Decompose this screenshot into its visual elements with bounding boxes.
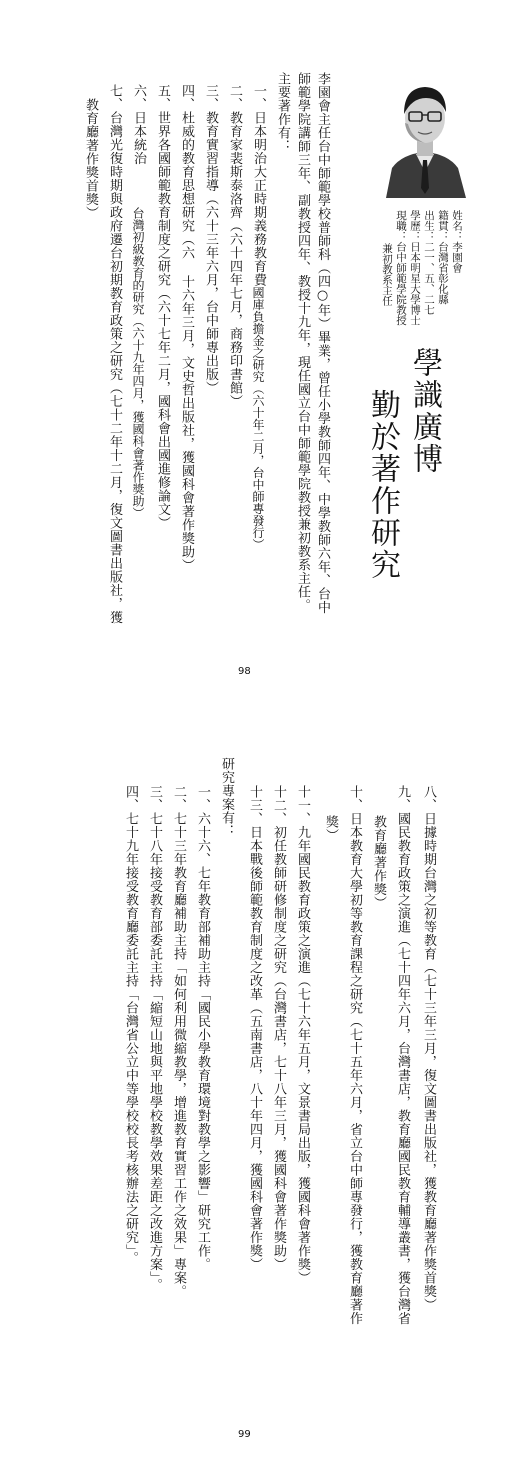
- page-number: 99: [238, 1429, 251, 1440]
- profile-info: [380, 210, 463, 326]
- work-11: 十一、九年國民教育政策之演進（七十六年五月，文景書局出版，獲國科會著作獎）: [295, 785, 310, 1285]
- author-portrait: [382, 68, 468, 198]
- intro-line-1: 李園會主任台中師範學校普師科（四○年）畢業，曾任小學教師四年、中學教師六年、台中: [315, 72, 330, 614]
- intro-line-2: 師範學院講師三年、副教授四年、教授十九年，現任國立台中師範學院教授兼初教系主任。: [295, 72, 310, 612]
- work-3: 三、教育實習指導（六十三年六月，台中師專出版）: [203, 84, 218, 395]
- work-8: 八、日據時期台灣之初等教育（七十三年三月，復文圖書出版社，獲教育廳著作獎首獎）: [421, 785, 436, 1312]
- work-9-cont: 教育廳著作獎）: [371, 815, 386, 910]
- work-5: 五、世界各國師範教育制度之研究（六十七年二月，國科會出國進修論文）: [155, 84, 170, 530]
- profile-education: 學歷：日本明星大學博士: [409, 210, 421, 326]
- title-line-1: 學識廣博: [407, 347, 442, 475]
- project-3: 三、七十八年接受教育部委託主持「縮短山地與平地學校教學效果差距之改進方案」。: [147, 785, 162, 1292]
- profile-position: 現職：台中師範學院教授: [395, 210, 407, 326]
- work-12: 十二、初任教師研修制度之研究（台灣書店，七十八年三月，獲國科會著作獎助）: [271, 785, 286, 1271]
- work-10-cont: 獎）: [323, 815, 338, 842]
- profile-origin: 籍貫：台灣省彰化縣: [437, 210, 449, 305]
- work-1-text: 一、日本明治大正時期義務教育費: [251, 84, 266, 287]
- profile-position-cont: 兼初教系主任: [381, 243, 393, 306]
- page-number: 98: [238, 666, 251, 677]
- project-1: 一、六十六、七年教育部補助主持「國民小學教育環境對教學之影響」研究工作。: [195, 785, 210, 1271]
- work-7: 七、台灣光復時期與政府遷台初期教育政策之研究（七十二年十二月，復文圖書出版社，獲: [107, 84, 122, 624]
- title-line-2: 勤於著作研究: [365, 389, 400, 581]
- work-6-small: 台灣初級教育的研究（六十九年四月，獲國科會著作獎助）: [131, 207, 145, 519]
- project-4: 四、七十九年接受教育廳委託主持「台灣省公立中等學校校長考核辦法之研究」。: [123, 785, 138, 1265]
- work-2: 二、教育家裴斯泰洛齊（六十四年七月，商務印書館）: [227, 84, 242, 408]
- page-99: [0, 737, 518, 1474]
- work-1: [250, 84, 266, 551]
- project-2: 二、七十三年教育廳補助主持「如何利用微縮教學，增進教育實習工作之效果」專案。: [171, 785, 186, 1298]
- work-10: 十、日本教育大學初等教育課程之研究（七十五年六月，省立台中師專發行，獲教育廳著作: [347, 785, 362, 1325]
- projects-heading: 研究專案有：: [219, 757, 234, 838]
- work-6: [130, 84, 146, 519]
- work-6-text: 六、日本統治: [131, 84, 146, 165]
- article-title: [365, 345, 441, 581]
- work-4: 四、杜威的教育思想研究（六 十六年三月，文史哲出版社，獲國科會著作獎助）: [179, 84, 194, 572]
- work-13: 十三、日本戰後師範教育制度之改革（五南書店，八十年四月，獲國科會著作獎）: [247, 785, 262, 1271]
- intro-line-3: 主要著作有：: [275, 72, 290, 153]
- work-9: 九、國民教育政策之演進（七十四年六月，台灣書店，教育廳國民教育輔導叢書，獲台灣省: [395, 785, 410, 1325]
- profile-birth: 出生：二一、五、二七: [423, 210, 435, 315]
- profile-name: 姓名：李園會: [451, 210, 463, 273]
- work-1-small: 國庫負擔金之研究（六十年二月，台中師專發行）: [251, 286, 265, 551]
- portrait-image: [382, 68, 468, 198]
- work-7-cont: 教育廳著作獎首獎）: [83, 98, 98, 220]
